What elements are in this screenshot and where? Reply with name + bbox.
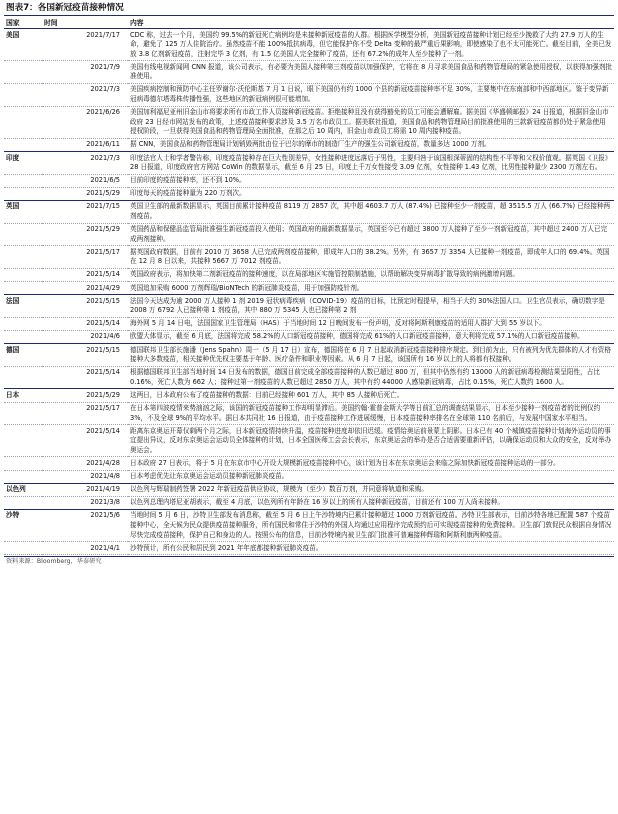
content-cell: 美国加利福尼亚州旧金山市将要求所有市政工作人员接种新冠疫苗。拒绝接种且没有获得豁免的员工可能会遭解雇。据美国《华盛顿邮报》24 日报道，根据旧金山市政府 23 日经市网站发布的政策，上述疫苗接种要求涉及 3.5 万名市政员工。据美联社报道，美国食品和药物管理局目前批准使用的三款新冠疫苗都仍处于紧急使用授权阶段，一旦获得美国食品和药物管理局全面批准，在那之后 10 周内，旧金山市政员工将需 10 周内接种疫苗。 xyxy=(128,106,614,138)
table-row xyxy=(4,200,614,223)
table-row xyxy=(4,425,614,457)
date-cell: 2021/7/3 xyxy=(42,83,128,106)
country-cell xyxy=(4,330,42,343)
date-cell: 2021/5/15 xyxy=(42,344,128,367)
date-cell: 2021/7/3 xyxy=(42,152,128,175)
country-cell: 日本 xyxy=(4,389,42,402)
table-row xyxy=(4,389,614,402)
country-cell: 以色列 xyxy=(4,483,42,496)
date-cell: 2021/7/15 xyxy=(42,200,128,223)
country-cell: 德国 xyxy=(4,344,42,367)
date-cell: 2021/4/6 xyxy=(42,330,128,343)
content-cell: 英国卫生部的最新数据显示，英国目前累计接种疫苗 8119 万 2857 次，其中超 4603.7 万人 (87.4%) 已接种至少一剂疫苗，超 3515.5 万人 (66.7%) 已经接种两剂疫苗。 xyxy=(128,200,614,223)
table-body xyxy=(4,29,614,555)
country-cell xyxy=(4,282,42,295)
table-row xyxy=(4,483,614,496)
table-row xyxy=(4,542,614,555)
country-cell xyxy=(4,83,42,106)
header-content: 内容 xyxy=(128,16,614,29)
document-page xyxy=(4,2,614,567)
country-cell: 沙特 xyxy=(4,509,42,541)
country-cell: 法国 xyxy=(4,295,42,318)
content-cell: 欧盟大体显示，截至 6 月底，法国将完成 58.2%的人口新冠疫苗接种，德国将完成 61%的人口新冠疫苗接种，意大利将完成 57.1%的人口新冠疫苗接种。 xyxy=(128,330,614,343)
content-cell: 法国今天达成为逾 2000 万人接种 1 剂 2019 冠状病毒疾病（COVID-19）疫苗的目标，比预定时程提早，相当于大约 30%法国人口。卫生官员表示，确切数字是 2008 万 6792 人已接种第 1 剂疫苗，其中 880 万 5345 人也已接种第 2 剂 xyxy=(128,295,614,318)
table-row xyxy=(4,83,614,106)
country-cell xyxy=(4,138,42,151)
date-cell: 2021/5/17 xyxy=(42,402,128,425)
country-cell xyxy=(4,402,42,425)
country-cell xyxy=(4,457,42,470)
table-row xyxy=(4,223,614,246)
table-row xyxy=(4,138,614,151)
table-row xyxy=(4,496,614,509)
country-cell xyxy=(4,542,42,555)
content-cell: 海外网 5 月 14 日电，法国国家卫生管理局（HAS）于当地时间 12 日晚间发布一份声明，反对将阿斯利康疫苗的适用人群扩大到 55 岁以下。 xyxy=(128,317,614,330)
country-cell: 美国 xyxy=(4,29,42,61)
country-cell xyxy=(4,268,42,281)
country-cell xyxy=(4,61,42,84)
table-row xyxy=(4,366,614,389)
table-row xyxy=(4,470,614,483)
date-cell: 2021/6/5 xyxy=(42,174,128,187)
country-cell xyxy=(4,246,42,269)
table-row xyxy=(4,344,614,367)
figure-title: 图表7：各国新冠疫苗接种情况 xyxy=(6,3,124,13)
content-cell: 据 CNN，美国食品和药物管理局计划销毁两批由位于巴尔的摩市的制造厂生产的强生公司新冠疫苗，数量多达 1000 万剂。 xyxy=(128,138,614,151)
date-cell: 2021/6/11 xyxy=(42,138,128,151)
date-cell: 2021/4/1 xyxy=(42,542,128,555)
country-cell xyxy=(4,366,42,389)
country-cell xyxy=(4,187,42,200)
table-row xyxy=(4,152,614,175)
country-cell xyxy=(4,425,42,457)
table-row xyxy=(4,402,614,425)
content-cell: 美国有线电视新闻网 CNN 报道，该公司表示，有必要为美国人接种第三剂疫苗以加强保护，它将在 8 月寻求美国食品和药物管理局的紧急使用授权，以获得加强剂批准使用。 xyxy=(128,61,614,84)
header-country: 国家 xyxy=(4,16,42,29)
date-cell: 2021/5/15 xyxy=(42,295,128,318)
country-cell xyxy=(4,106,42,138)
date-cell: 2021/3/8 xyxy=(42,496,128,509)
date-cell: 2021/7/9 xyxy=(42,61,128,84)
table-row xyxy=(4,187,614,200)
table-row xyxy=(4,282,614,295)
date-cell: 2021/5/14 xyxy=(42,268,128,281)
table-row xyxy=(4,509,614,541)
content-cell: 日本考虑优先让东京奥运会运动员接种新冠肺炎疫苗。 xyxy=(128,470,614,483)
content-cell: CDC 称，过去一个月，美国约 99.5%的新冠死亡病例均是未接种新冠疫苗的人群。根据医学模型分析，美国新冠疫苗接种计划已经至少挽救了大约 27.9 万人的生命，避免了 125 万人住院治疗。虽然疫苗不能 100%抵抗病毒，但它能保护你不受 Delta 变种的最严重后果影响，即使感染了也不太可能死亡。截至目前，全美已发放 3.8 亿剂新冠疫苗，注射完毕 3 亿剂，有 1.5 亿美国人完全接种了疫苗，还有 67.2%的成年人至少接种了一剂。 xyxy=(128,29,614,61)
date-cell: 2021/5/29 xyxy=(42,187,128,200)
content-cell: 英国追加采购 6000 万剂辉瑞/BioNTech 的新冠肺炎疫苗，用于加强防疫针剂。 xyxy=(128,282,614,295)
content-cell: 据英国政府数据，目前有 2010 万 3658 人已完成两剂疫苗接种，即成年人口的 38.2%。另外，有 3657 万 3354 人已接种一剂疫苗，即成年人口的 69.4%。英国在 12 月 8 日以来，共接种 5667 万 7012 剂疫苗。 xyxy=(128,246,614,269)
date-cell: 2021/6/26 xyxy=(42,106,128,138)
date-cell: 2021/4/8 xyxy=(42,470,128,483)
content-cell: 当地时间 5 月 6 日，沙特卫生部发布消息称，截至 5 月 6 日上午沙特境内已累计接种超过 1000 万剂新冠疫苗。沙特卫生部表示，目前沙特各地已配置 587 个疫苗接种中心，全天候为民众提供疫苗接种服务，所有国民和常住于沙特的外国人均通过应用程序完成预约后可实现疫苗接种的免费接种。卫生部门敦促民众根据自身情况尽快完成疫苗接种，保护自己和身边的人。按照公布的信息，目前沙特境内被卫生部门批准可普遍接种辉瑞和阿斯利康两种疫苗。 xyxy=(128,509,614,541)
content-cell: 英国药品和保健品监管局批准强生新冠疫苗投入使用；英国政府的最新数据显示，英国至今已有超过 3800 万人接种了至少一剂新冠疫苗，其中超过 2400 万人已完成两剂接种。 xyxy=(128,223,614,246)
table-row xyxy=(4,246,614,269)
date-cell: 2021/4/28 xyxy=(42,457,128,470)
content-cell: 印度法官人士和学者警告称，印度疫苗接种存在巨大性别差异，女性接种进度远落后于男性，主要归咎于该国根深蒂固的结构性不平等和父权价值观。据英国《卫报》28 日报道，印度政府官方网站 CoWin 的数据显示，截至 6 月 25 日，印度上千万女性接受 3.09 亿剂，女性接种 1.43 亿剂，比男性接种量少 2300 万剂左右。 xyxy=(128,152,614,175)
table-row xyxy=(4,457,614,470)
table-row xyxy=(4,317,614,330)
country-cell xyxy=(4,223,42,246)
date-cell: 2021/4/29 xyxy=(42,282,128,295)
country-cell xyxy=(4,317,42,330)
date-cell: 2021/7/17 xyxy=(42,29,128,61)
content-cell: 日本政府 27 日表示，将于 5 月在东京市中心开设大规模新冠疫苗接种中心，该计划为日本在东京奥运会来临之际加快新冠疫苗接种运动的一部分。 xyxy=(128,457,614,470)
table-row xyxy=(4,106,614,138)
table-row xyxy=(4,61,614,84)
table-row xyxy=(4,29,614,61)
table-row xyxy=(4,268,614,281)
country-cell xyxy=(4,470,42,483)
country-cell xyxy=(4,174,42,187)
content-cell: 印度每天的疫苗接种量为 220 万剂次。 xyxy=(128,187,614,200)
country-cell: 印度 xyxy=(4,152,42,175)
date-cell: 2021/5/6 xyxy=(42,509,128,541)
content-cell: 英国政府表示，将加快第二剂新冠疫苗的接种速度，以在局部地区实施管控限制措施，以帮助解决变异病毒扩散导致的病例激增问题。 xyxy=(128,268,614,281)
content-cell: 以色列与辉瑞制药签署 2022 年新冠疫苗供应协议，规模为（至少）数百万剂，并同意将轨道和采购。 xyxy=(128,483,614,496)
source-note: 资料来源：Bloomberg，华泰研究 xyxy=(6,558,102,566)
header-date: 时间 xyxy=(42,16,128,29)
content-cell: 以色列总理内塔尼亚胡表示，截至 4 月底，以色列所有年龄在 16 岁以上的所有人接种新冠疫苗，目前还有 100 万人尚未接种。 xyxy=(128,496,614,509)
content-cell: 根据德国联邦卫生部当地时间 14 日发布的数据，德国目前完成全部疫苗接种的人数已超过 800 万，但其中仍然有约 13000 人的新冠病毒检测结果呈阳性，占比 0.16%，死亡人数为 662 人；接种过第一剂疫苗的人数已超过 2850 万人，其中有约 44000 人感染新冠病毒，占比 0.15%，死亡人数约 1600 人。 xyxy=(128,366,614,389)
content-cell: 目前印度的疫苗接种率，还不到 10%。 xyxy=(128,174,614,187)
content-cell: 在日本第四波疫情来势汹汹之际，该国的新冠疫苗接种工作却明显滞后。美国约翰·霍普金斯大学等日前汇总的调查结果显示，日本至少接种一剂疫苗者的比例仅约 3%，不及全球 9%的平均水平。据日本共同社 16 日报道，由于疫苗接种工作进展缓慢，日本疫苗接种率排名在全球第 110 名前后，与发展中国家水平相当。 xyxy=(128,402,614,425)
content-cell: 距离东京奥运开幕仅剩两个月之际，日本新冠疫情持续升温，疫苗接种进度却依旧迟缓。疫情给奥运前景蒙上阴影。日本已有 40 个城镇疫苗接种计划海外运动员的事宜提出异议，反对东京奥运会运动员全体接种的计划，日本全国医师工会会长表示，东京奥运会的举办是否合适需要重新评估，以确保运动员和大众的安全，反对举办奥运会。 xyxy=(128,425,614,457)
content-cell: 沙特预计，所有公民和居民到 2021 年年底都接种新冠肺炎疫苗。 xyxy=(128,542,614,555)
date-cell: 2021/5/17 xyxy=(42,246,128,269)
country-cell: 英国 xyxy=(4,200,42,223)
date-cell: 2021/5/14 xyxy=(42,317,128,330)
date-cell: 2021/5/14 xyxy=(42,366,128,389)
date-cell: 2021/5/29 xyxy=(42,223,128,246)
content-cell: 德国联邦卫生部长施潘（Jens Spahn）周一（5 月 17 日）宣布，德国将在 6 月 7 日起取消新冠疫苗接种排序规定。到目前为止，只有被列为优先群体的人才有资格接种大多数疫苗，相关接种优先权主要基于年龄、医疗条件和职业等因素。从 6 月 7 日起，该国所有 16 岁以上的人将都有权接种。 xyxy=(128,344,614,367)
table-header-row xyxy=(4,16,614,29)
country-cell xyxy=(4,496,42,509)
content-cell: 美国疾病控制和预防中心主任罗谢尔·沃伦斯基 7 月 1 日说，眼下美国仍有约 1000 个县的新冠疫苗接种率不足 30%，主要集中在东南部和中西部地区。鉴于变异新冠病毒德尔塔毒株传播性强，这些地区的新冠病例很可能增加。 xyxy=(128,83,614,106)
table-row xyxy=(4,330,614,343)
table-row xyxy=(4,174,614,187)
content-cell: 这两日，日本政府公布了疫苗接种的数据：目前已经接种 601 万人，其中 85 人接种后死亡。 xyxy=(128,389,614,402)
vaccine-table xyxy=(4,16,614,555)
date-cell: 2021/5/14 xyxy=(42,425,128,457)
date-cell: 2021/5/29 xyxy=(42,389,128,402)
date-cell: 2021/4/19 xyxy=(42,483,128,496)
table-row xyxy=(4,295,614,318)
